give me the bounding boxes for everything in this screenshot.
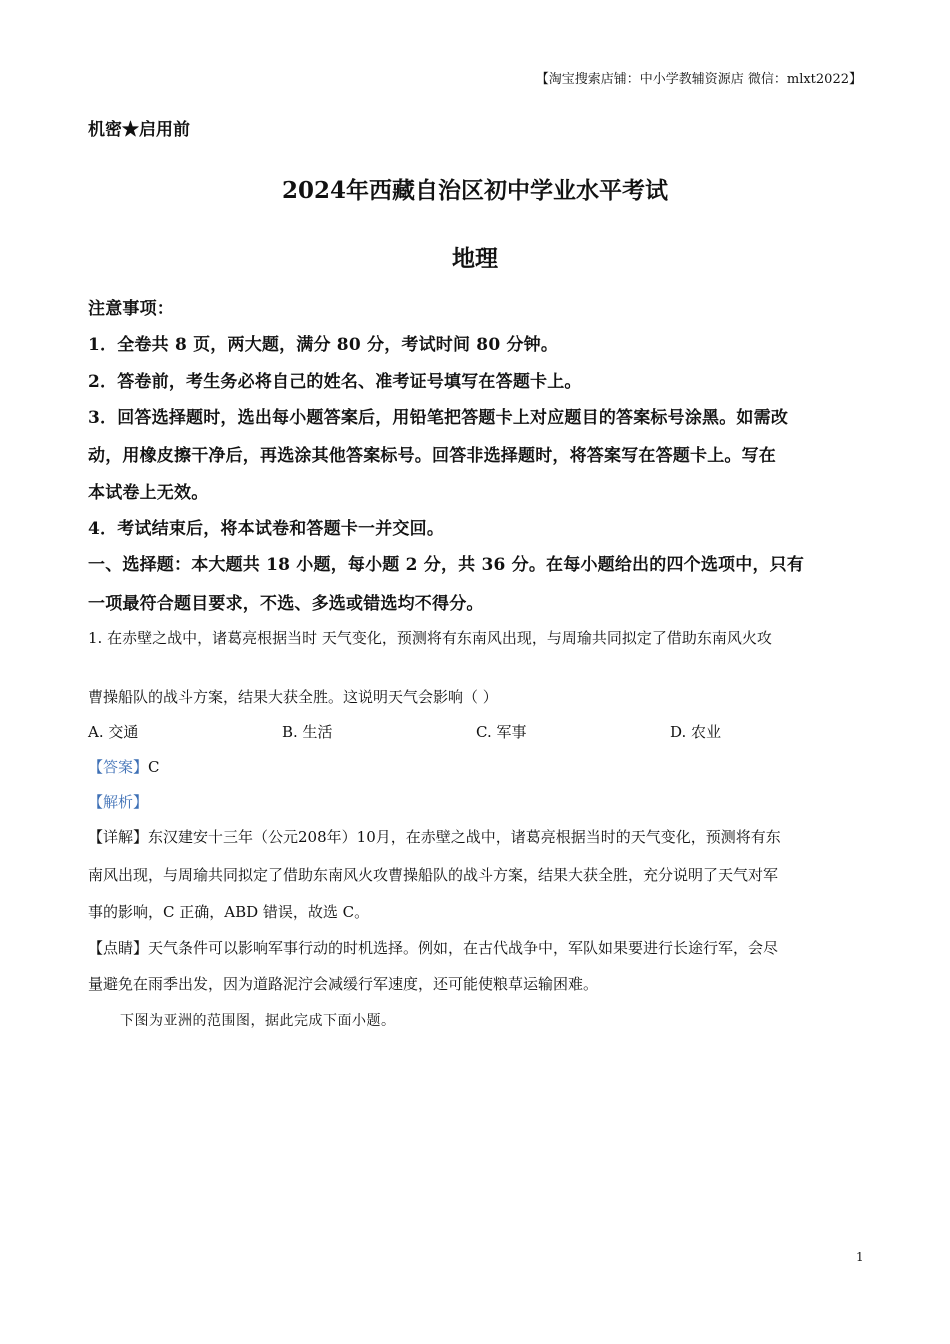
- q1-stem-line-2: 曹操船队的战斗方案，结果大获全胜。这说明天气会影响（ ）: [88, 688, 498, 706]
- notice-item-2: 2．答卷前，考生务必将自己的姓名、准考证号填写在答题卡上。: [88, 372, 582, 392]
- q1-option-d: D. 农业: [670, 723, 722, 741]
- answer-value: C: [148, 758, 160, 776]
- q1-detail-line-3: 事的影响，C 正确，ABD 错误，故选 C。: [88, 903, 370, 921]
- notice-item-3-line-2: 动，用橡皮擦干净后，再选涂其他答案标号。回答非选择题时，将答案写在答题卡上。写在: [88, 446, 776, 466]
- secret-mark: 机密★启用前: [88, 120, 190, 140]
- q1-answer-line: [88, 756, 160, 777]
- section1-instructions-line-2: 一项最符合题目要求，不选、多选或错选均不得分。: [88, 594, 484, 614]
- q1-option-b: B. 生活: [282, 723, 333, 741]
- q1-detail-line-2: 南风出现，与周瑜共同拟定了借助东南风火攻曹操船队的战斗方案，结果大获全胜，充分说明了天气对军: [88, 866, 779, 884]
- notice-item-1: 1．全卷共 8 页，两大题，满分 80 分，考试时间 80 分钟。: [88, 335, 559, 355]
- exam-subject: 地理: [452, 245, 498, 272]
- q1-detail-line-1: [88, 826, 781, 847]
- analysis-tag: 【解析】: [88, 793, 149, 811]
- section1-instructions-line-1: 一、选择题：本大题共 18 小题，每小题 2 分，共 36 分。在每小题给出的四个选项中，只有: [88, 555, 805, 575]
- notice-item-3-line-1: 3．回答选择题时，选出每小题答案后，用铅笔把答题卡上对应题目的答案标号涂黑。如需改: [88, 408, 789, 428]
- notice-heading: 注意事项：: [88, 299, 174, 319]
- exam-title: 2024年西藏自治区初中学业水平考试: [281, 177, 668, 204]
- q1-option-a: A. 交通: [88, 723, 139, 741]
- q1-tip-line-2: 量避免在雨季出发，因为道路泥泞会减缓行军速度，还可能使粮草运输困难。: [88, 975, 599, 993]
- notice-item-3-line-3: 本试卷上无效。: [88, 483, 209, 503]
- q1-option-c: C. 军事: [476, 723, 527, 741]
- page-number: 1: [856, 1250, 864, 1264]
- page-header: 【淘宝搜索店铺：中小学教辅资源店 微信：mlxt2022】: [535, 72, 862, 87]
- tip-tag: 【点睛】: [88, 939, 149, 957]
- detail-tag: 【详解】: [88, 828, 149, 846]
- q1-tip-line-1: [88, 937, 778, 958]
- tip-text-1: 天气条件可以影响军事行动的时机选择。例如，在古代战争中，军队如果要进行长途行军，会尽: [148, 939, 779, 957]
- next-question-intro: 下图为亚洲的范围图，据此完成下面小题。: [120, 1013, 396, 1029]
- notice-item-4: 4．考试结束后，将本试卷和答题卡一并交回。: [88, 519, 445, 539]
- q1-stem-line-1: 1. 在赤壁之战中，诸葛亮根据当时 天气变化，预测将有东南风出现，与周瑜共同拟定了借助东南风火攻: [88, 629, 772, 647]
- answer-tag: 【答案】: [88, 758, 149, 776]
- detail-text-1: 东汉建安十三年（公元208年）10月，在赤壁之战中，诸葛亮根据当时的天气变化，预测将有东: [148, 828, 781, 846]
